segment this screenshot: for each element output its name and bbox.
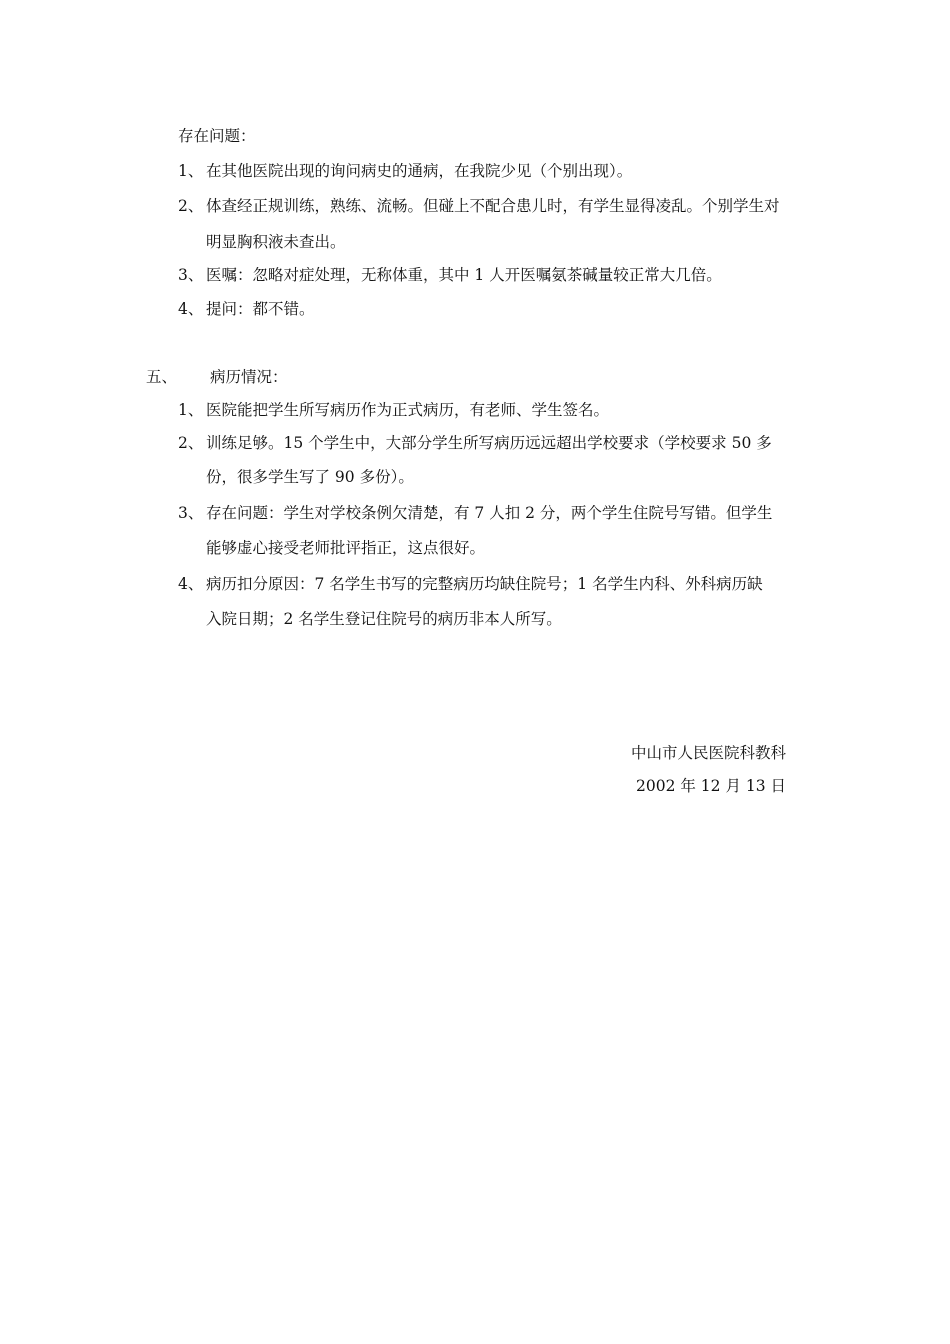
signature-organization: 中山市人民医院科教科 <box>631 744 787 762</box>
record-4-line-1: 病历扣分原因：7 名学生书写的完整病历均缺住院号；1 名学生内科、外科病历缺 <box>206 575 763 593</box>
record-2-number: 2、 <box>178 434 204 452</box>
record-4-number: 4、 <box>178 575 204 593</box>
signature-date: 2002 年 12 月 13 日 <box>636 777 787 795</box>
record-3-number: 3、 <box>178 504 204 522</box>
section-5-number: 五、 <box>146 368 178 386</box>
problem-2-number: 2、 <box>178 197 204 215</box>
problem-2-line-1: 体查经正规训练，熟练、流畅。但碰上不配合患儿时，有学生显得凌乱。个别学生对 <box>206 197 780 215</box>
record-1-line-1: 医院能把学生所写病历作为正式病历，有老师、学生签名。 <box>206 401 610 419</box>
problem-1-number: 1、 <box>178 162 204 180</box>
problem-4-line-1: 提问：都不错。 <box>206 300 315 318</box>
record-4-line-2: 入院日期；2 名学生登记住院号的病历非本人所写。 <box>206 610 562 628</box>
problem-3-line-1: 医嘱：忽略对症处理，无称体重，其中 1 人开医嘱氨茶碱量较正常大几倍。 <box>206 266 722 284</box>
record-3-line-1: 存在问题：学生对学校条例欠清楚，有 7 人扣 2 分，两个学生住院号写错。但学生 <box>206 504 773 522</box>
problem-3-number: 3、 <box>178 266 204 284</box>
section-5-title: 病历情况： <box>210 368 288 386</box>
problem-2-line-2: 明显胸积液未查出。 <box>206 233 346 251</box>
record-2-line-2: 份，很多学生写了 90 多份）。 <box>206 468 414 486</box>
record-3-line-2: 能够虚心接受老师批评指正，这点很好。 <box>206 539 486 557</box>
record-1-number: 1、 <box>178 401 204 419</box>
problems-heading: 存在问题： <box>178 127 256 145</box>
problem-4-number: 4、 <box>178 300 204 318</box>
problem-1-line-1: 在其他医院出现的询问病史的通病，在我院少见（个别出现）。 <box>206 162 633 180</box>
record-2-line-1: 训练足够。15 个学生中，大部分学生所写病历远远超出学校要求（学校要求 50 多 <box>206 434 772 452</box>
